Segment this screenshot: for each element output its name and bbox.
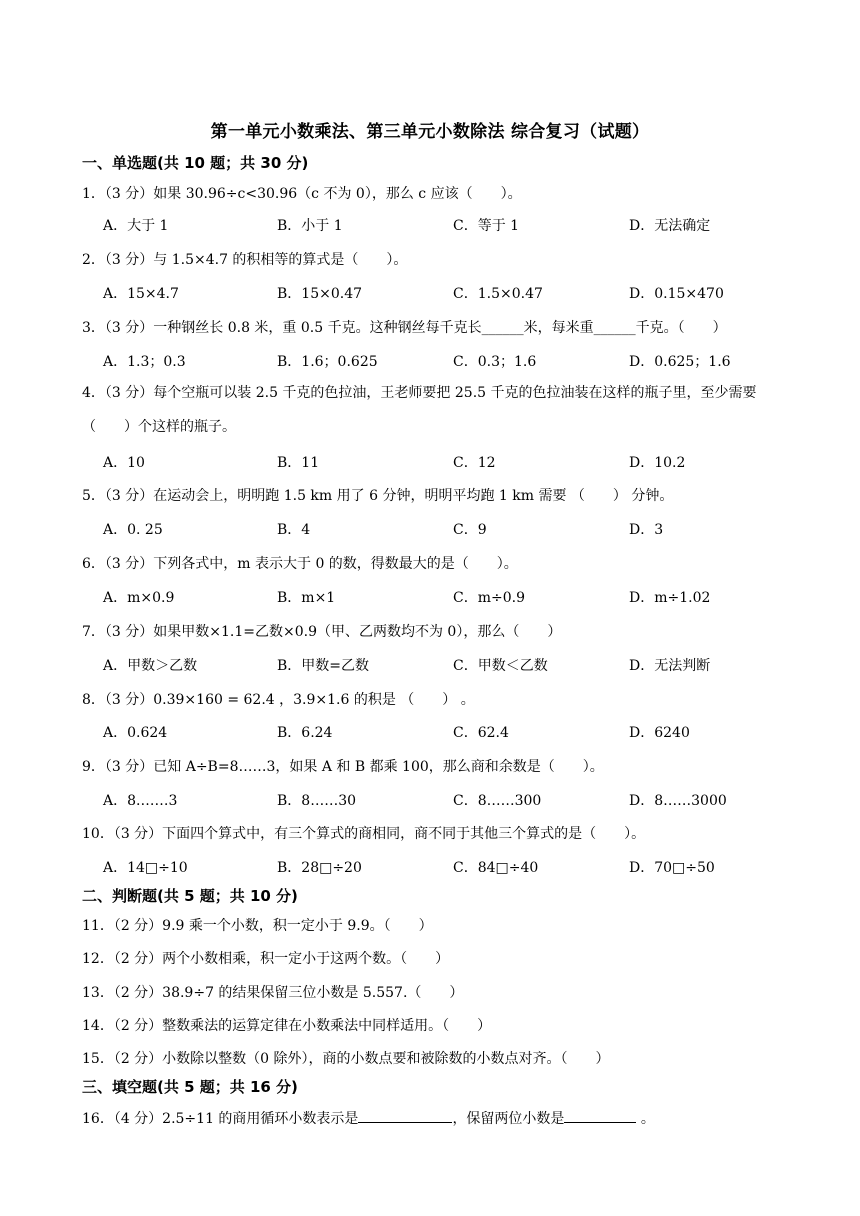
section-heading-true-false: 二、判断题(共 5 题；共 10 分) [82,887,298,905]
q10-option-b: B．28□÷20 [277,860,362,876]
q8-option-b: B．6.24 [277,725,333,741]
q8-option-c: C．62.4 [453,725,509,741]
question-16 [82,1108,655,1128]
page-title: 第一单元小数乘法、第三单元小数除法 综合复习（试题） [210,122,650,142]
section-heading-fill-blank: 三、填空题(共 5 题；共 16 分) [82,1078,298,1096]
question-2: 2．（3 分）与 1.5×4.7 的积相等的算式是（ ）。 [82,252,408,268]
q9-option-c: C．8……300 [453,793,542,809]
question-5: 5．（3 分）在运动会上，明明跑 1.5 km 用了 6 分钟，明明平均跑 1 km 需要 （ ） 分钟。 [82,488,674,504]
question-7: 7．（3 分）如果甲数×1.1=乙数×0.9（甲、乙两数均不为 0），那么（ ） [82,624,562,640]
q5-option-b: B．4 [277,522,311,538]
q5-option-d: D．3 [629,522,664,538]
q8-option-d: D．6240 [629,725,690,741]
q3-option-c: C．0.3；1.6 [453,354,537,370]
q3-option-b: B．1.6；0.625 [277,354,378,370]
q1-option-b: B．小于 1 [277,218,343,234]
q9-option-a: A．8.……3 [103,793,178,809]
question-14: 14．（2 分）整数乘法的运算定律在小数乘法中同样适用。（ ） [82,1018,492,1034]
q7-option-a: A．甲数＞乙数 [103,658,198,674]
q4-option-d: D．10.2 [629,455,686,471]
q3-option-a: A．1.3；0.3 [103,354,186,370]
q2-option-a: A．15×4.7 [103,286,179,302]
question-4: 4．（3 分）每个空瓶可以装 2.5 千克的色拉油，王老师要把 25.5 千克的色拉油装在这样的瓶子里，至少需要（ ）个这样的瓶子。 [82,385,757,435]
question-6: 6．（3 分）下列各式中，m 表示大于 0 的数，得数最大的是（ ）。 [82,556,518,572]
q1-option-d: D．无法确定 [629,218,711,234]
q7-option-c: C．甲数＜乙数 [453,658,548,674]
q3-option-d: D．0.625；1.6 [629,354,731,370]
q2-option-b: B．15×0.47 [277,286,363,302]
q2-option-d: D．0.15×470 [629,286,724,302]
q16-text-1: 16．（4 分）2.5÷11 的商用循环小数表示是 [82,1111,359,1127]
q10-option-d: D．70□÷50 [629,860,715,876]
q7-option-b: B．甲数=乙数 [277,658,370,674]
question-8: 8．（3 分）0.39×160 = 62.4 ，3.9×1.6 的积是 （ ） 。 [82,692,475,708]
q10-option-c: C．84□÷40 [453,860,539,876]
question-9: 9．（3 分）已知 A÷B=8……3，如果 A 和 B 都乘 100，那么商和余数是（ ）。 [82,759,604,775]
q7-option-d: D．无法判断 [629,658,711,674]
question-11: 11．（2 分）9.9 乘一个小数，积一定小于 9.9。（ ） [82,918,433,934]
q9-option-b: B．8……30 [277,793,357,809]
q16-blank-2[interactable] [564,1108,636,1123]
question-3: 3．（3 分）一种钢丝长 0.8 米，重 0.5 千克。这种钢丝每千克长______米，每米重______千克。（ ） [82,320,727,336]
q1-option-a: A．大于 1 [103,218,169,234]
section-heading-single-choice: 一、单选题(共 10 题；共 30 分) [82,154,309,172]
q4-option-b: B．11 [277,455,320,471]
q5-option-c: C．9 [453,522,487,538]
q2-option-c: C．1.5×0.47 [453,286,543,302]
question-12: 12．（2 分）两个小数相乘，积一定小于这两个数。（ ） [82,951,450,967]
q9-option-d: D．8……3000 [629,793,727,809]
q16-blank-1[interactable] [358,1108,452,1123]
q6-option-c: C．m÷0.9 [453,590,525,606]
q6-option-d: D．m÷1.02 [629,590,711,606]
q16-text-3: 。 [636,1111,655,1127]
q6-option-a: A．m×0.9 [103,590,175,606]
question-1: 1．（3 分）如果 30.96÷c<30.96（c 不为 0），那么 c 应该（ ）。 [82,186,522,202]
q5-option-a: A．0. 25 [103,522,163,538]
question-10: 10．（3 分）下面四个算式中，有三个算式的商相同，商不同于其他三个算式的是（ ）。 [82,826,646,842]
q4-option-c: C．12 [453,455,496,471]
question-15: 15．（2 分）小数除以整数（0 除外），商的小数点要和被除数的小数点对齐。（ ） [82,1051,610,1067]
q10-option-a: A．14□÷10 [103,860,188,876]
q16-text-2: ，保留两位小数是 [452,1111,565,1127]
q6-option-b: B．m×1 [277,590,336,606]
q1-option-c: C．等于 1 [453,218,520,234]
question-13: 13．（2 分）38.9÷7 的结果保留三位小数是 5.557.（ ） [82,985,464,1001]
q8-option-a: A．0.624 [103,725,168,741]
q4-option-a: A．10 [103,455,145,471]
